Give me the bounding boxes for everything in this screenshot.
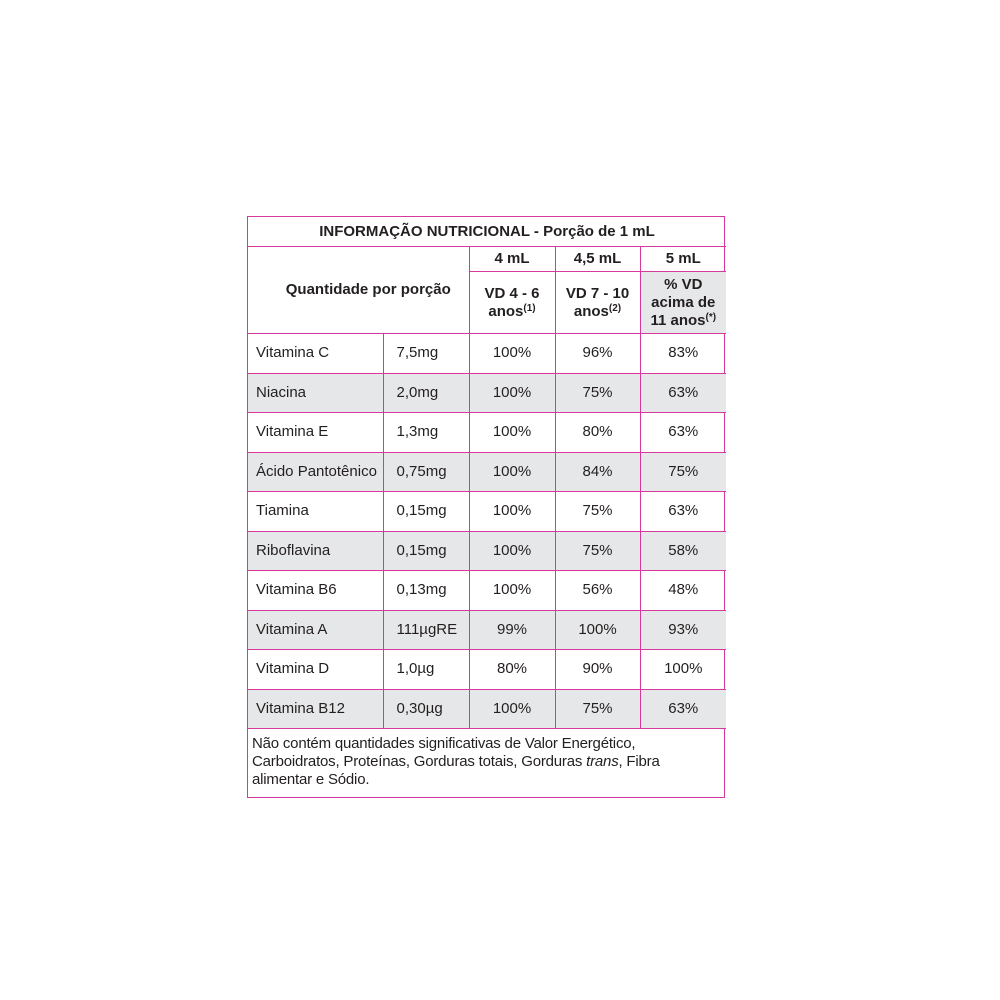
vd-header-footnote-mark: (2)	[608, 302, 622, 314]
vd-percent: 56%	[555, 571, 640, 611]
vd-percent: 90%	[555, 650, 640, 690]
footnote-italic-text: trans	[586, 753, 619, 770]
nutrient-amount: 0,15mg	[383, 531, 469, 571]
column-vd-header	[469, 272, 555, 334]
nutrient-name: Vitamina B6	[248, 571, 383, 611]
nutrient-amount: 1,0µg	[383, 650, 469, 690]
table-row	[248, 571, 726, 611]
vd-percent: 75%	[555, 689, 640, 729]
column-volume: 4,5 mL	[555, 247, 640, 272]
vd-percent: 63%	[640, 689, 726, 729]
vd-header-line2: anos	[573, 302, 609, 320]
table-row	[248, 452, 726, 492]
vd-percent: 100%	[469, 492, 555, 532]
vd-header-line1: VD 7 - 10	[565, 284, 630, 302]
vd-percent: 58%	[640, 531, 726, 571]
vd-percent: 83%	[640, 334, 726, 374]
nutrient-name: Ácido Pantotênico	[248, 452, 383, 492]
vd-percent: 75%	[640, 452, 726, 492]
vd-percent: 100%	[469, 413, 555, 453]
column-vd-header	[640, 272, 726, 334]
vd-percent: 93%	[640, 610, 726, 650]
table-title: INFORMAÇÃO NUTRICIONAL - Porção de 1 mL	[248, 217, 726, 247]
vd-percent: 100%	[555, 610, 640, 650]
table-row	[248, 334, 726, 374]
nutrient-name: Vitamina D	[248, 650, 383, 690]
vd-percent: 96%	[555, 334, 640, 374]
vd-percent: 100%	[469, 373, 555, 413]
nutrient-amount: 0,13mg	[383, 571, 469, 611]
nutrient-name: Vitamina B12	[248, 689, 383, 729]
vd-percent: 100%	[469, 334, 555, 374]
vd-header-line1: VD 4 - 6	[484, 284, 540, 302]
table-row	[248, 650, 726, 690]
vd-percent: 100%	[469, 689, 555, 729]
nutrient-name: Vitamina A	[248, 610, 383, 650]
vd-percent: 63%	[640, 413, 726, 453]
nutrient-amount: 0,15mg	[383, 492, 469, 532]
vd-header-line3: 11 anos	[650, 311, 706, 329]
table-row	[248, 373, 726, 413]
nutrient-name: Vitamina C	[248, 334, 383, 374]
nutrient-amount: 1,3mg	[383, 413, 469, 453]
vd-percent: 100%	[640, 650, 726, 690]
vd-percent: 100%	[469, 571, 555, 611]
footnote	[248, 729, 726, 798]
vd-percent: 63%	[640, 373, 726, 413]
vd-header-line2: anos	[488, 302, 524, 320]
nutrient-name: Vitamina E	[248, 413, 383, 453]
vd-percent: 84%	[555, 452, 640, 492]
nutrient-amount: 111µgRE	[383, 610, 469, 650]
nutrient-name: Niacina	[248, 373, 383, 413]
column-volume: 4 mL	[469, 247, 555, 272]
vd-percent: 75%	[555, 492, 640, 532]
table-row	[248, 531, 726, 571]
vd-percent: 63%	[640, 492, 726, 532]
footnote-text-end: , Fibra alimentar e Sódio.	[252, 753, 660, 788]
nutrient-amount: 7,5mg	[383, 334, 469, 374]
vd-percent: 100%	[469, 531, 555, 571]
column-vd-header	[555, 272, 640, 334]
nutrient-amount: 0,30µg	[383, 689, 469, 729]
column-volume: 5 mL	[640, 247, 726, 272]
nutrition-table	[248, 217, 726, 797]
table-row	[248, 492, 726, 532]
vd-percent: 75%	[555, 531, 640, 571]
vd-header-footnote-mark: (1)	[523, 302, 536, 314]
vd-header-line1: % VD	[664, 275, 703, 293]
vd-header-line2: acima de	[651, 293, 716, 311]
vd-percent: 80%	[555, 413, 640, 453]
vd-percent: 80%	[469, 650, 555, 690]
table-row	[248, 689, 726, 729]
nutrition-facts-label	[247, 216, 725, 798]
footnote-text: Não contém quantidades significativas de Valor Energético, Carboidratos, Proteínas, Gorduras totais, Gorduras	[252, 735, 636, 770]
vd-percent: 75%	[555, 373, 640, 413]
vd-percent: 48%	[640, 571, 726, 611]
nutrient-amount: 2,0mg	[383, 373, 469, 413]
table-row	[248, 610, 726, 650]
vd-percent: 100%	[469, 452, 555, 492]
nutrient-name: Riboflavina	[248, 531, 383, 571]
quantity-per-serving-header: Quantidade por porção	[248, 247, 469, 334]
table-row	[248, 413, 726, 453]
nutrient-amount: 0,75mg	[383, 452, 469, 492]
vd-header-footnote-mark: (*)	[705, 311, 717, 323]
vd-percent: 99%	[469, 610, 555, 650]
nutrient-name: Tiamina	[248, 492, 383, 532]
